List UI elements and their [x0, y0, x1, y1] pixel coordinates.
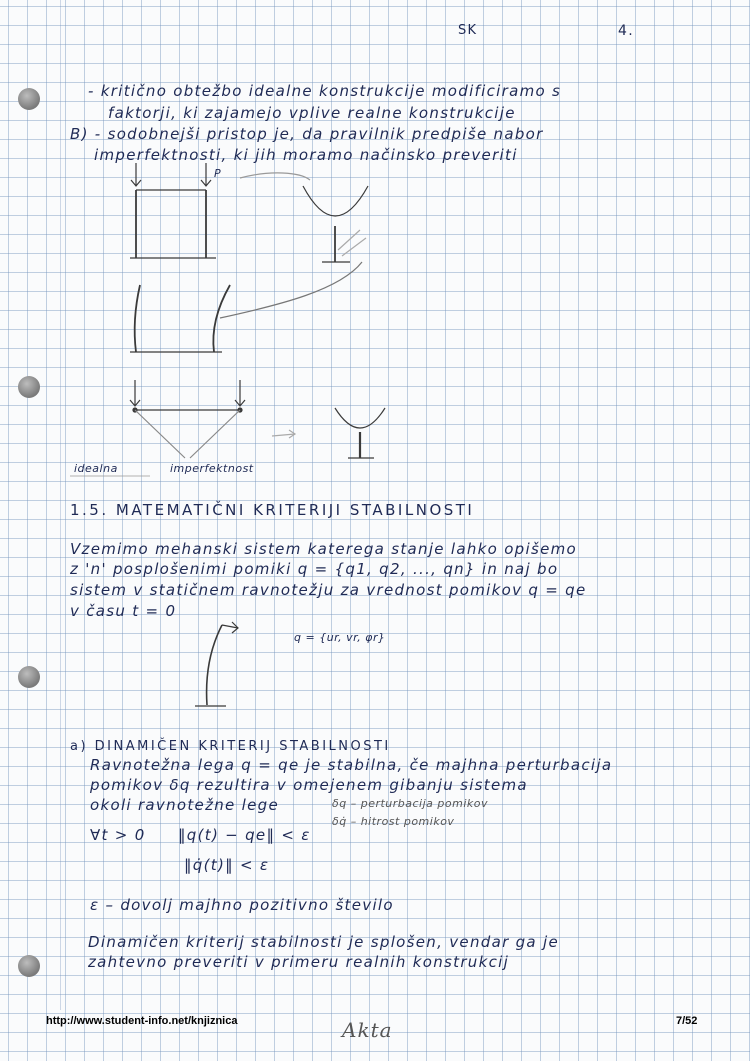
header-code: SK — [458, 23, 478, 38]
text-line: zahtevno preveriti v primeru realnih konstrukcij — [88, 953, 510, 971]
text-line: Ravnotežna lega q = qe je stabilna, če majhna perturbacija — [90, 756, 613, 774]
formula-velocity: ‖q̇(t)‖ < ε — [184, 856, 270, 874]
formula-forall: ∀t > 0 — [90, 826, 146, 844]
note-velocity: δq̇ – hitrost pomikov — [332, 815, 455, 828]
brand-logo: Akta — [342, 1018, 393, 1042]
text-line: ε – dovolj majhno pozitivno število — [90, 896, 394, 914]
text-line: z 'n' posplošenimi pomiki q = {q1, q2, ..., qn} in naj bo — [70, 560, 559, 578]
header-page-number: 4. — [618, 23, 634, 39]
text-line: B) - sodobnejši pristop je, da pravilnik predpiše nabor — [70, 125, 544, 143]
footer-page: 7/52 — [676, 1015, 698, 1027]
label-ideal: idealna — [74, 462, 118, 475]
text-line: sistem v statičnem ravnotežju za vrednost pomikov q = qe — [70, 581, 587, 599]
footer-url[interactable]: http://www.student-info.net/knjiznica — [46, 1015, 238, 1027]
subsection-title: a) DINAMIČEN KRITERIJ STABILNOSTI — [70, 739, 391, 754]
label-imperfection: imperfektnost — [170, 462, 254, 475]
text-line: okoli ravnotežne lege — [90, 796, 279, 814]
text-line: pomikov δq rezultira v omejenem gibanju sistema — [90, 776, 528, 794]
text-line: faktorji, ki zajamejo vplive realne konstrukcije — [108, 104, 516, 122]
cantilever-label: q = {ur, vr, φr} — [294, 631, 386, 644]
text-line: Dinamičen kriterij stabilnosti je splošen, vendar ga je — [88, 933, 559, 951]
load-label: P — [214, 167, 222, 180]
text-line: imperfektnosti, ki jih moramo načinsko preveriti — [94, 146, 518, 164]
text-line: - kritično obtežbo idealne konstrukcije modificiramo s — [88, 82, 562, 100]
text-line: Vzemimo mehanski sistem katerega stanje lahko opišemo — [70, 540, 577, 558]
formula-displacement: ‖q(t) − qe‖ < ε — [178, 826, 311, 844]
note-perturbation: δq – perturbacija pomikov — [332, 797, 488, 810]
section-title: 1.5. MATEMATIČNI KRITERIJI STABILNOSTI — [70, 501, 475, 519]
text-line: v času t = 0 — [70, 602, 177, 620]
